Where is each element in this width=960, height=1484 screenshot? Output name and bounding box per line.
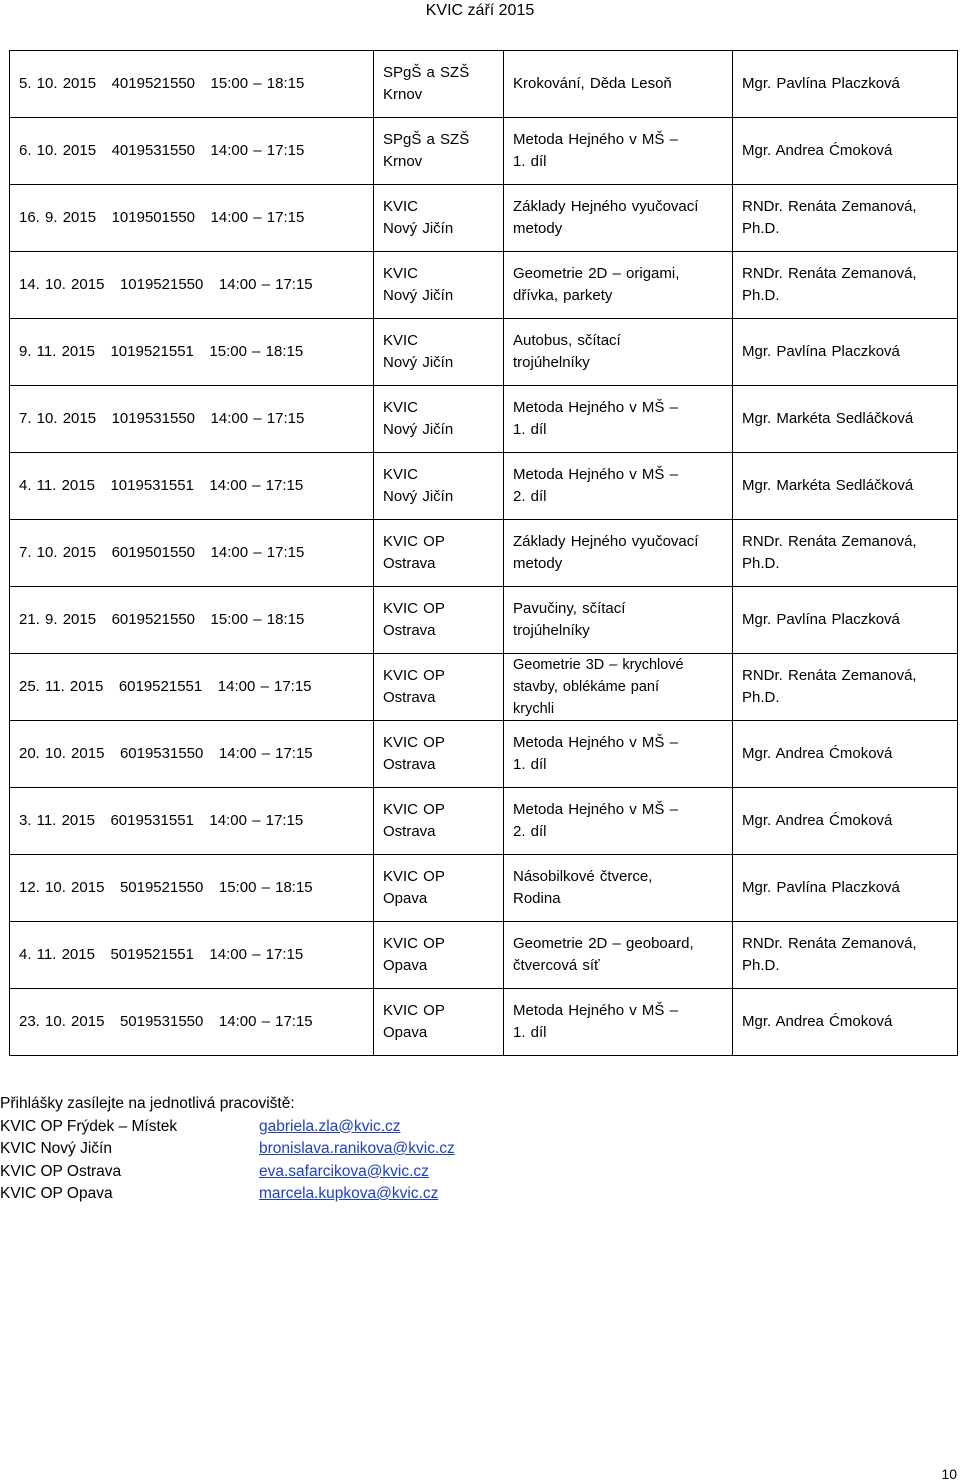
- course-time: 14:00 – 17:15: [210, 544, 305, 561]
- course-date-code-time: [10, 520, 374, 587]
- course-topic-line: trojúhelníky: [513, 622, 590, 639]
- course-lecturer: [733, 51, 958, 118]
- course-date-code-time: [10, 922, 374, 989]
- contact-workplace: KVIC OP Opava: [0, 1185, 113, 1202]
- course-topic-line: Násobilkové čtverce,: [513, 868, 653, 885]
- course-code: 6019501550: [111, 544, 196, 561]
- course-topic-line: 1. díl: [513, 153, 547, 170]
- course-date-code-time: [10, 118, 374, 185]
- course-lecturer-line: RNDr. Renáta Zemanová,: [742, 533, 917, 550]
- course-topic: [504, 319, 733, 386]
- course-topic-line: Základy Hejného vyučovací: [513, 533, 699, 550]
- course-topic-line: Geometrie 2D – origami,: [513, 265, 680, 282]
- course-code: 6019531551: [110, 812, 194, 829]
- page-header-title: KVIC září 2015: [425, 2, 535, 19]
- contact-email-link[interactable]: bronislava.ranikova@kvic.cz: [259, 1140, 455, 1157]
- course-code: 5019521551: [110, 946, 194, 963]
- course-lecturer-line: Mgr. Pavlína Placzková: [742, 75, 900, 92]
- course-place: [374, 654, 504, 721]
- course-topic-line: 1. díl: [513, 421, 547, 438]
- course-time: 15:00 – 18:15: [218, 879, 313, 896]
- course-lecturer-line: RNDr. Renáta Zemanová,: [742, 935, 917, 952]
- course-time: 14:00 – 17:15: [210, 410, 305, 427]
- course-place: [374, 319, 504, 386]
- course-lecturer-line: Mgr. Pavlína Placzková: [742, 611, 900, 628]
- registration-intro: Přihlášky zasílejte na jednotlivá pracoviště:: [0, 1095, 295, 1112]
- course-place-line: KVIC OP: [383, 533, 445, 550]
- course-place: [374, 587, 504, 654]
- course-lecturer: [733, 453, 958, 520]
- course-topic: [504, 989, 733, 1056]
- course-date-code-time: [10, 587, 374, 654]
- course-topic: [504, 721, 733, 788]
- course-topic-line: Metoda Hejného v MŠ –: [513, 399, 678, 416]
- course-date-code-time: [10, 252, 374, 319]
- course-topic-line: Metoda Hejného v MŠ –: [513, 1002, 678, 1019]
- course-place-line: KVIC OP: [383, 1002, 445, 1019]
- schedule-row: [10, 788, 958, 855]
- course-place: [374, 855, 504, 922]
- course-place-line: Ostrava: [383, 555, 436, 572]
- course-date: 7. 10. 2015: [19, 544, 97, 561]
- course-place: [374, 721, 504, 788]
- course-topic-line: Pavučiny, sčítací: [513, 600, 626, 617]
- course-time: 14:00 – 17:15: [209, 477, 304, 494]
- course-place: [374, 989, 504, 1056]
- schedule-row: [10, 51, 958, 118]
- course-date: 20. 10. 2015: [19, 745, 105, 762]
- course-date: 14. 10. 2015: [19, 276, 105, 293]
- course-topic-line: Geometrie 2D – geoboard,: [513, 935, 694, 952]
- course-topic: [504, 386, 733, 453]
- course-topic-line: trojúhelníky: [513, 354, 590, 371]
- course-date: 7. 10. 2015: [19, 410, 97, 427]
- course-topic: [504, 654, 733, 721]
- course-time: 15:00 – 18:15: [210, 75, 305, 92]
- course-date-code-time: [10, 51, 374, 118]
- course-date: 4. 11. 2015: [19, 477, 95, 494]
- course-topic-line: Krokování, Děda Lesoň: [513, 75, 672, 92]
- course-place: [374, 453, 504, 520]
- course-topic-line: metody: [513, 555, 563, 572]
- course-place: [374, 922, 504, 989]
- contact-email-link[interactable]: marcela.kupkova@kvic.cz: [259, 1185, 439, 1202]
- course-topic-line: Metoda Hejného v MŠ –: [513, 466, 678, 483]
- course-lecturer-line: RNDr. Renáta Zemanová,: [742, 265, 917, 282]
- course-place-line: KVIC: [383, 399, 419, 416]
- course-time: 14:00 – 17:15: [210, 142, 305, 159]
- course-topic-line: Metoda Hejného v MŠ –: [513, 131, 678, 148]
- course-lecturer: [733, 989, 958, 1056]
- contact-workplace: KVIC Nový Jičín: [0, 1140, 112, 1157]
- course-place: [374, 185, 504, 252]
- course-place-line: KVIC OP: [383, 600, 445, 617]
- course-code: 4019531550: [111, 142, 196, 159]
- course-time: 14:00 – 17:15: [218, 1013, 313, 1030]
- course-place: [374, 386, 504, 453]
- course-date: 25. 11. 2015: [19, 678, 104, 695]
- course-topic: [504, 788, 733, 855]
- course-topic: [504, 185, 733, 252]
- course-place-line: Nový Jičín: [383, 488, 454, 505]
- course-topic-line: 2. díl: [513, 488, 547, 505]
- course-lecturer-line: RNDr. Renáta Zemanová,: [742, 667, 917, 684]
- course-code: 1019531550: [111, 410, 196, 427]
- course-place-line: Opava: [383, 957, 428, 974]
- course-time: 14:00 – 17:15: [210, 209, 305, 226]
- course-date: 16. 9. 2015: [19, 209, 97, 226]
- course-date-code-time: [10, 788, 374, 855]
- course-time: 14:00 – 17:15: [218, 276, 313, 293]
- course-time: 15:00 – 18:15: [209, 343, 304, 360]
- course-place-line: Nový Jičín: [383, 421, 454, 438]
- course-lecturer-line: Ph.D.: [742, 555, 780, 572]
- course-lecturer-line: Ph.D.: [742, 220, 780, 237]
- course-lecturer-line: Mgr. Pavlína Placzková: [742, 879, 900, 896]
- course-lecturer-line: Ph.D.: [742, 957, 780, 974]
- course-topic-line: čtvercová síť: [513, 957, 600, 974]
- course-place-line: Ostrava: [383, 756, 436, 773]
- course-date-code-time: [10, 989, 374, 1056]
- course-lecturer-line: Mgr. Pavlína Placzková: [742, 343, 900, 360]
- course-lecturer: [733, 855, 958, 922]
- course-time: 14:00 – 17:15: [209, 812, 304, 829]
- course-lecturer-line: Mgr. Markéta Sedláčková: [742, 477, 914, 494]
- course-place-line: KVIC: [383, 332, 419, 349]
- course-topic-line: Základy Hejného vyučovací: [513, 198, 699, 215]
- course-schedule-table: [9, 50, 958, 1056]
- course-lecturer-line: Ph.D.: [742, 287, 780, 304]
- course-date: 4. 11. 2015: [19, 946, 95, 963]
- contact-email-link[interactable]: gabriela.zla@kvic.cz: [259, 1117, 401, 1135]
- schedule-row: [10, 587, 958, 654]
- course-topic-line: krychli: [513, 701, 555, 717]
- course-place-line: KVIC OP: [383, 801, 445, 818]
- course-lecturer-line: Mgr. Andrea Ćmoková: [742, 1013, 893, 1030]
- course-place: [374, 788, 504, 855]
- course-place-line: Opava: [383, 890, 428, 907]
- course-lecturer-line: Mgr. Andrea Ćmoková: [742, 812, 893, 829]
- course-topic: [504, 922, 733, 989]
- course-place-line: KVIC: [383, 466, 419, 483]
- course-code: 4019521550: [111, 75, 196, 92]
- course-topic: [504, 855, 733, 922]
- page-number: 10: [941, 1466, 957, 1482]
- schedule-row: [10, 654, 958, 721]
- course-place-line: SPgŠ a SZŠ: [383, 131, 470, 148]
- course-place-line: Ostrava: [383, 823, 436, 840]
- course-place: [374, 520, 504, 587]
- course-topic-line: Autobus, sčítací: [513, 332, 621, 349]
- course-lecturer: [733, 520, 958, 587]
- course-place-line: KVIC OP: [383, 667, 445, 684]
- course-code: 1019501550: [111, 209, 196, 226]
- schedule-row: [10, 520, 958, 587]
- course-topic-line: Rodina: [513, 890, 561, 907]
- course-date: 23. 10. 2015: [19, 1013, 105, 1030]
- schedule-row: [10, 185, 958, 252]
- course-code: 5019521550: [119, 879, 204, 896]
- course-topic-line: dřívka, parkety: [513, 287, 613, 304]
- course-place: [374, 118, 504, 185]
- course-place-line: Nový Jičín: [383, 220, 454, 237]
- course-date-code-time: [10, 654, 374, 721]
- contact-email-link[interactable]: eva.safarcikova@kvic.cz: [259, 1162, 429, 1180]
- schedule-row: [10, 855, 958, 922]
- course-date: 6. 10. 2015: [19, 142, 97, 159]
- course-lecturer: [733, 922, 958, 989]
- course-date: 3. 11. 2015: [19, 812, 95, 829]
- schedule-row: [10, 721, 958, 788]
- course-date-code-time: [10, 453, 374, 520]
- course-topic: [504, 51, 733, 118]
- course-lecturer: [733, 721, 958, 788]
- contact-workplace: KVIC OP Frýdek – Místek: [0, 1117, 178, 1135]
- schedule-row: [10, 319, 958, 386]
- course-place-line: KVIC: [383, 265, 419, 282]
- schedule-body: [10, 51, 958, 1056]
- schedule-row: [10, 989, 958, 1056]
- course-place-line: Opava: [383, 1024, 428, 1041]
- course-time: 14:00 – 17:15: [217, 678, 312, 695]
- course-code: 1019521551: [110, 343, 194, 360]
- course-topic: [504, 252, 733, 319]
- course-topic: [504, 118, 733, 185]
- course-time: 14:00 – 17:15: [218, 745, 313, 762]
- course-topic-line: 2. díl: [513, 823, 547, 840]
- course-lecturer: [733, 386, 958, 453]
- course-place-line: Ostrava: [383, 689, 436, 706]
- course-code: 1019531551: [110, 477, 194, 494]
- course-date: 5. 10. 2015: [19, 75, 97, 92]
- course-lecturer: [733, 788, 958, 855]
- course-lecturer-line: Mgr. Andrea Ćmoková: [742, 142, 893, 159]
- schedule-row: [10, 118, 958, 185]
- course-lecturer-line: Mgr. Markéta Sedláčková: [742, 410, 914, 427]
- course-place-line: KVIC OP: [383, 734, 445, 751]
- course-place-line: Nový Jičín: [383, 287, 454, 304]
- course-place-line: Krnov: [383, 153, 423, 170]
- course-topic-line: 1. díl: [513, 1024, 547, 1041]
- course-lecturer-line: Mgr. Andrea Ćmoková: [742, 745, 893, 762]
- course-time: 14:00 – 17:15: [209, 946, 304, 963]
- course-place-line: KVIC OP: [383, 868, 445, 885]
- course-topic-line: metody: [513, 220, 563, 237]
- course-date-code-time: [10, 319, 374, 386]
- course-lecturer: [733, 118, 958, 185]
- course-date: 12. 10. 2015: [19, 879, 105, 896]
- course-lecturer: [733, 185, 958, 252]
- course-topic-line: Metoda Hejného v MŠ –: [513, 734, 678, 751]
- course-date-code-time: [10, 386, 374, 453]
- course-place: [374, 51, 504, 118]
- course-topic: [504, 587, 733, 654]
- course-lecturer-line: Ph.D.: [742, 689, 780, 706]
- course-topic: [504, 520, 733, 587]
- course-topic: [504, 453, 733, 520]
- course-topic-line: Metoda Hejného v MŠ –: [513, 801, 678, 818]
- course-time: 15:00 – 18:15: [210, 611, 305, 628]
- course-code: 6019521551: [118, 678, 203, 695]
- course-lecturer: [733, 319, 958, 386]
- course-place-line: Ostrava: [383, 622, 436, 639]
- course-place-line: Nový Jičín: [383, 354, 454, 371]
- course-place-line: KVIC: [383, 198, 419, 215]
- schedule-row: [10, 453, 958, 520]
- course-code: 6019521550: [111, 611, 196, 628]
- course-lecturer: [733, 252, 958, 319]
- course-date: 9. 11. 2015: [19, 343, 95, 360]
- schedule-row: [10, 922, 958, 989]
- course-code: 5019531550: [119, 1013, 204, 1030]
- course-place: [374, 252, 504, 319]
- course-topic-line: stavby, oblékáme paní: [513, 679, 660, 695]
- course-code: 6019531550: [119, 745, 204, 762]
- course-date: 21. 9. 2015: [19, 611, 97, 628]
- course-date-code-time: [10, 185, 374, 252]
- contact-workplace: KVIC OP Ostrava: [0, 1162, 122, 1180]
- schedule-row: [10, 386, 958, 453]
- course-lecturer-line: RNDr. Renáta Zemanová,: [742, 198, 917, 215]
- course-date-code-time: [10, 855, 374, 922]
- course-lecturer: [733, 587, 958, 654]
- course-topic-line: 1. díl: [513, 756, 547, 773]
- course-lecturer: [733, 654, 958, 721]
- course-date-code-time: [10, 721, 374, 788]
- course-code: 1019521550: [119, 276, 204, 293]
- course-topic-line: Geometrie 3D – krychlové: [513, 657, 684, 673]
- course-place-line: SPgŠ a SZŠ: [383, 64, 470, 81]
- course-place-line: KVIC OP: [383, 935, 445, 952]
- schedule-row: [10, 252, 958, 319]
- course-place-line: Krnov: [383, 86, 423, 103]
